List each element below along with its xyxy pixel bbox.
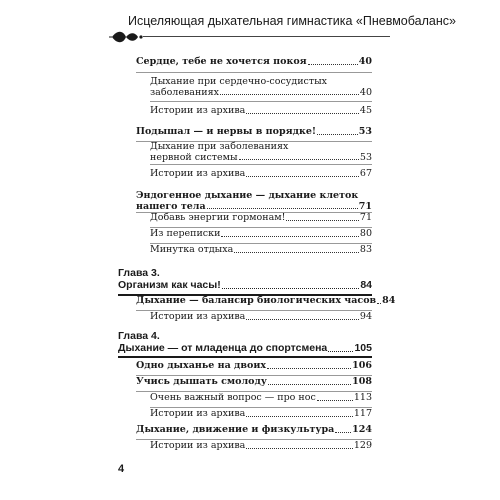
toc-entry[interactable]: Минутка отдыха 83 <box>150 244 372 255</box>
toc-entry[interactable]: Добавь энергии гормонам! 71 <box>150 212 372 223</box>
toc-section[interactable]: Дыхание, движение и физкультура 124 <box>136 424 372 435</box>
divider <box>150 101 372 102</box>
toc-entry[interactable]: Истории из архива 117 <box>150 408 372 419</box>
toc-entry[interactable]: Из переписки 80 <box>150 228 372 239</box>
divider <box>136 72 372 73</box>
toc-entry[interactable]: Истории из архива 67 <box>150 168 372 179</box>
chapter-heading[interactable]: Дыхание — от младенца до спортсмена 105 <box>118 342 372 354</box>
toc-section[interactable]: Дыхание — балансир биологических часов 84 <box>136 295 396 306</box>
chapter-heading[interactable]: Организм как часы! 84 <box>118 279 372 291</box>
chapter-label: Глава 4. <box>118 330 160 342</box>
toc-section[interactable]: Эндогенное дыхание — дыхание клеток нашего тела 71 <box>136 190 372 212</box>
chapter-label: Глава 3. <box>118 267 160 279</box>
toc-section[interactable]: Подышал — и нервы в порядке! 53 <box>136 126 372 137</box>
toc-entry[interactable]: Дыхание при сердечно-сосудистых заболеваниях 40 <box>150 76 372 98</box>
header-divider <box>143 36 390 37</box>
toc-entry[interactable]: Очень важный вопрос — про нос 113 <box>150 392 372 403</box>
toc-entry[interactable]: Истории из архива 94 <box>150 311 372 322</box>
toc-section[interactable]: Сердце, тебе не хочется покоя 40 <box>136 56 372 67</box>
toc-section[interactable]: Учись дышать смолоду 108 <box>136 376 372 387</box>
toc-entry[interactable]: Истории из архива 45 <box>150 105 372 116</box>
book-title: Исцеляющая дыхательная гимнастика «Пневмобаланс» <box>128 14 456 28</box>
running-header <box>0 0 500 46</box>
divider <box>150 164 372 165</box>
toc-entry[interactable]: Дыхание при заболеваниях нервной системы 53 <box>150 141 372 163</box>
toc-entry[interactable]: Истории из архива 129 <box>150 440 372 451</box>
leaf-ornament-icon <box>108 28 144 46</box>
chapter-divider <box>118 356 372 358</box>
toc-section[interactable]: Одно дыханье на двоих 106 <box>136 360 372 371</box>
page-number: 4 <box>118 463 125 475</box>
